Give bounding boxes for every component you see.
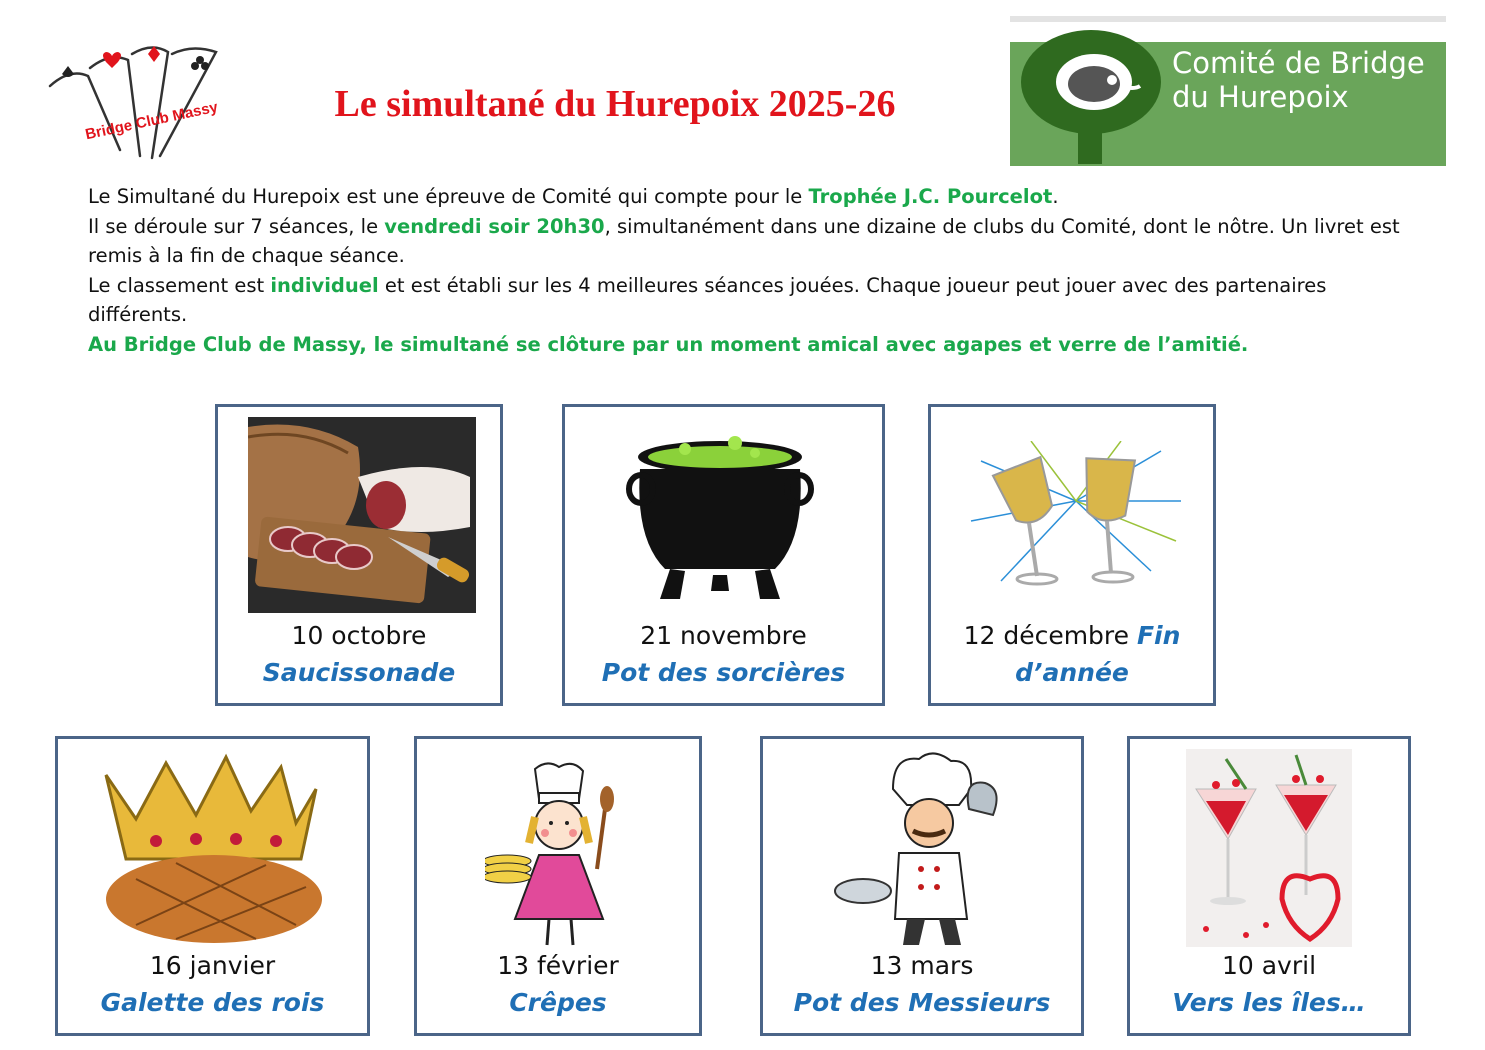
event-card-galette [55,736,370,1036]
event-theme: Saucissonade [262,658,456,687]
event-card-sorcieres [562,404,885,706]
saucisson-icon [248,417,476,613]
cocktail-icon [1186,749,1352,947]
club-logo [40,38,230,168]
event-date: 10 octobre [291,621,427,650]
event-date: 10 avril [1221,951,1317,980]
event-theme: Pot des Messieurs [793,988,1051,1017]
event-theme: Crêpes [509,988,607,1017]
comite-logo [1010,16,1446,166]
event-date: 12 décembre Fin [963,621,1181,650]
intro-text [88,182,1418,359]
event-card-messieurs [760,736,1084,1036]
event-date: 21 novembre [640,621,807,650]
chef-icon [833,749,1013,949]
svg-text:Bridge Club Massy: Bridge Club Massy [83,98,220,144]
event-date: 16 janvier [149,951,276,980]
intro-paragraph: Le classement est individuel et est établi sur les 4 meilleures séances jouées. Chaque joueur peut jouer avec des partenaires différents. [88,273,1327,326]
intro-paragraph: Au Bridge Club de Massy, le simultané se clôture par un moment amical avec agapes et verre de l’amitié. [88,332,1249,356]
event-date: 13 février [497,951,619,980]
boar-tree-icon [1016,24,1166,164]
champagne-icon [961,441,1191,591]
event-theme: d’année [1015,658,1129,687]
comite-name-line2: du Hurepoix [1172,80,1349,114]
event-theme: Galette des rois [100,988,325,1017]
crown-galette-icon [96,749,326,949]
event-card-fin-annee [928,404,1216,706]
intro-paragraph: Le Simultané du Hurepoix est une épreuve de Comité qui compte pour le Trophée J.C. Pourcelot. [88,185,1059,208]
intro-paragraph: Il se déroule sur 7 séances, le vendredi soir 20h30, simultanément dans une dizaine de clubs du Comité, dont le nôtre. Un livret est remis à la fin de chaque séance. [88,214,1400,267]
event-theme: Vers les îles… [1172,988,1366,1017]
event-card-saucissonade [215,404,503,706]
page-title: Le simultané du Hurepoix 2025-26 [334,83,896,125]
event-theme: Pot des sorcières [601,658,846,687]
event-date: 13 mars [870,951,974,980]
event-card-iles [1127,736,1411,1036]
event-card-crepes [414,736,702,1036]
cauldron-icon [625,429,815,605]
crepes-girl-icon [485,759,635,949]
comite-name-line1: Comité de Bridge [1172,46,1425,80]
playing-cards-icon [40,38,230,168]
